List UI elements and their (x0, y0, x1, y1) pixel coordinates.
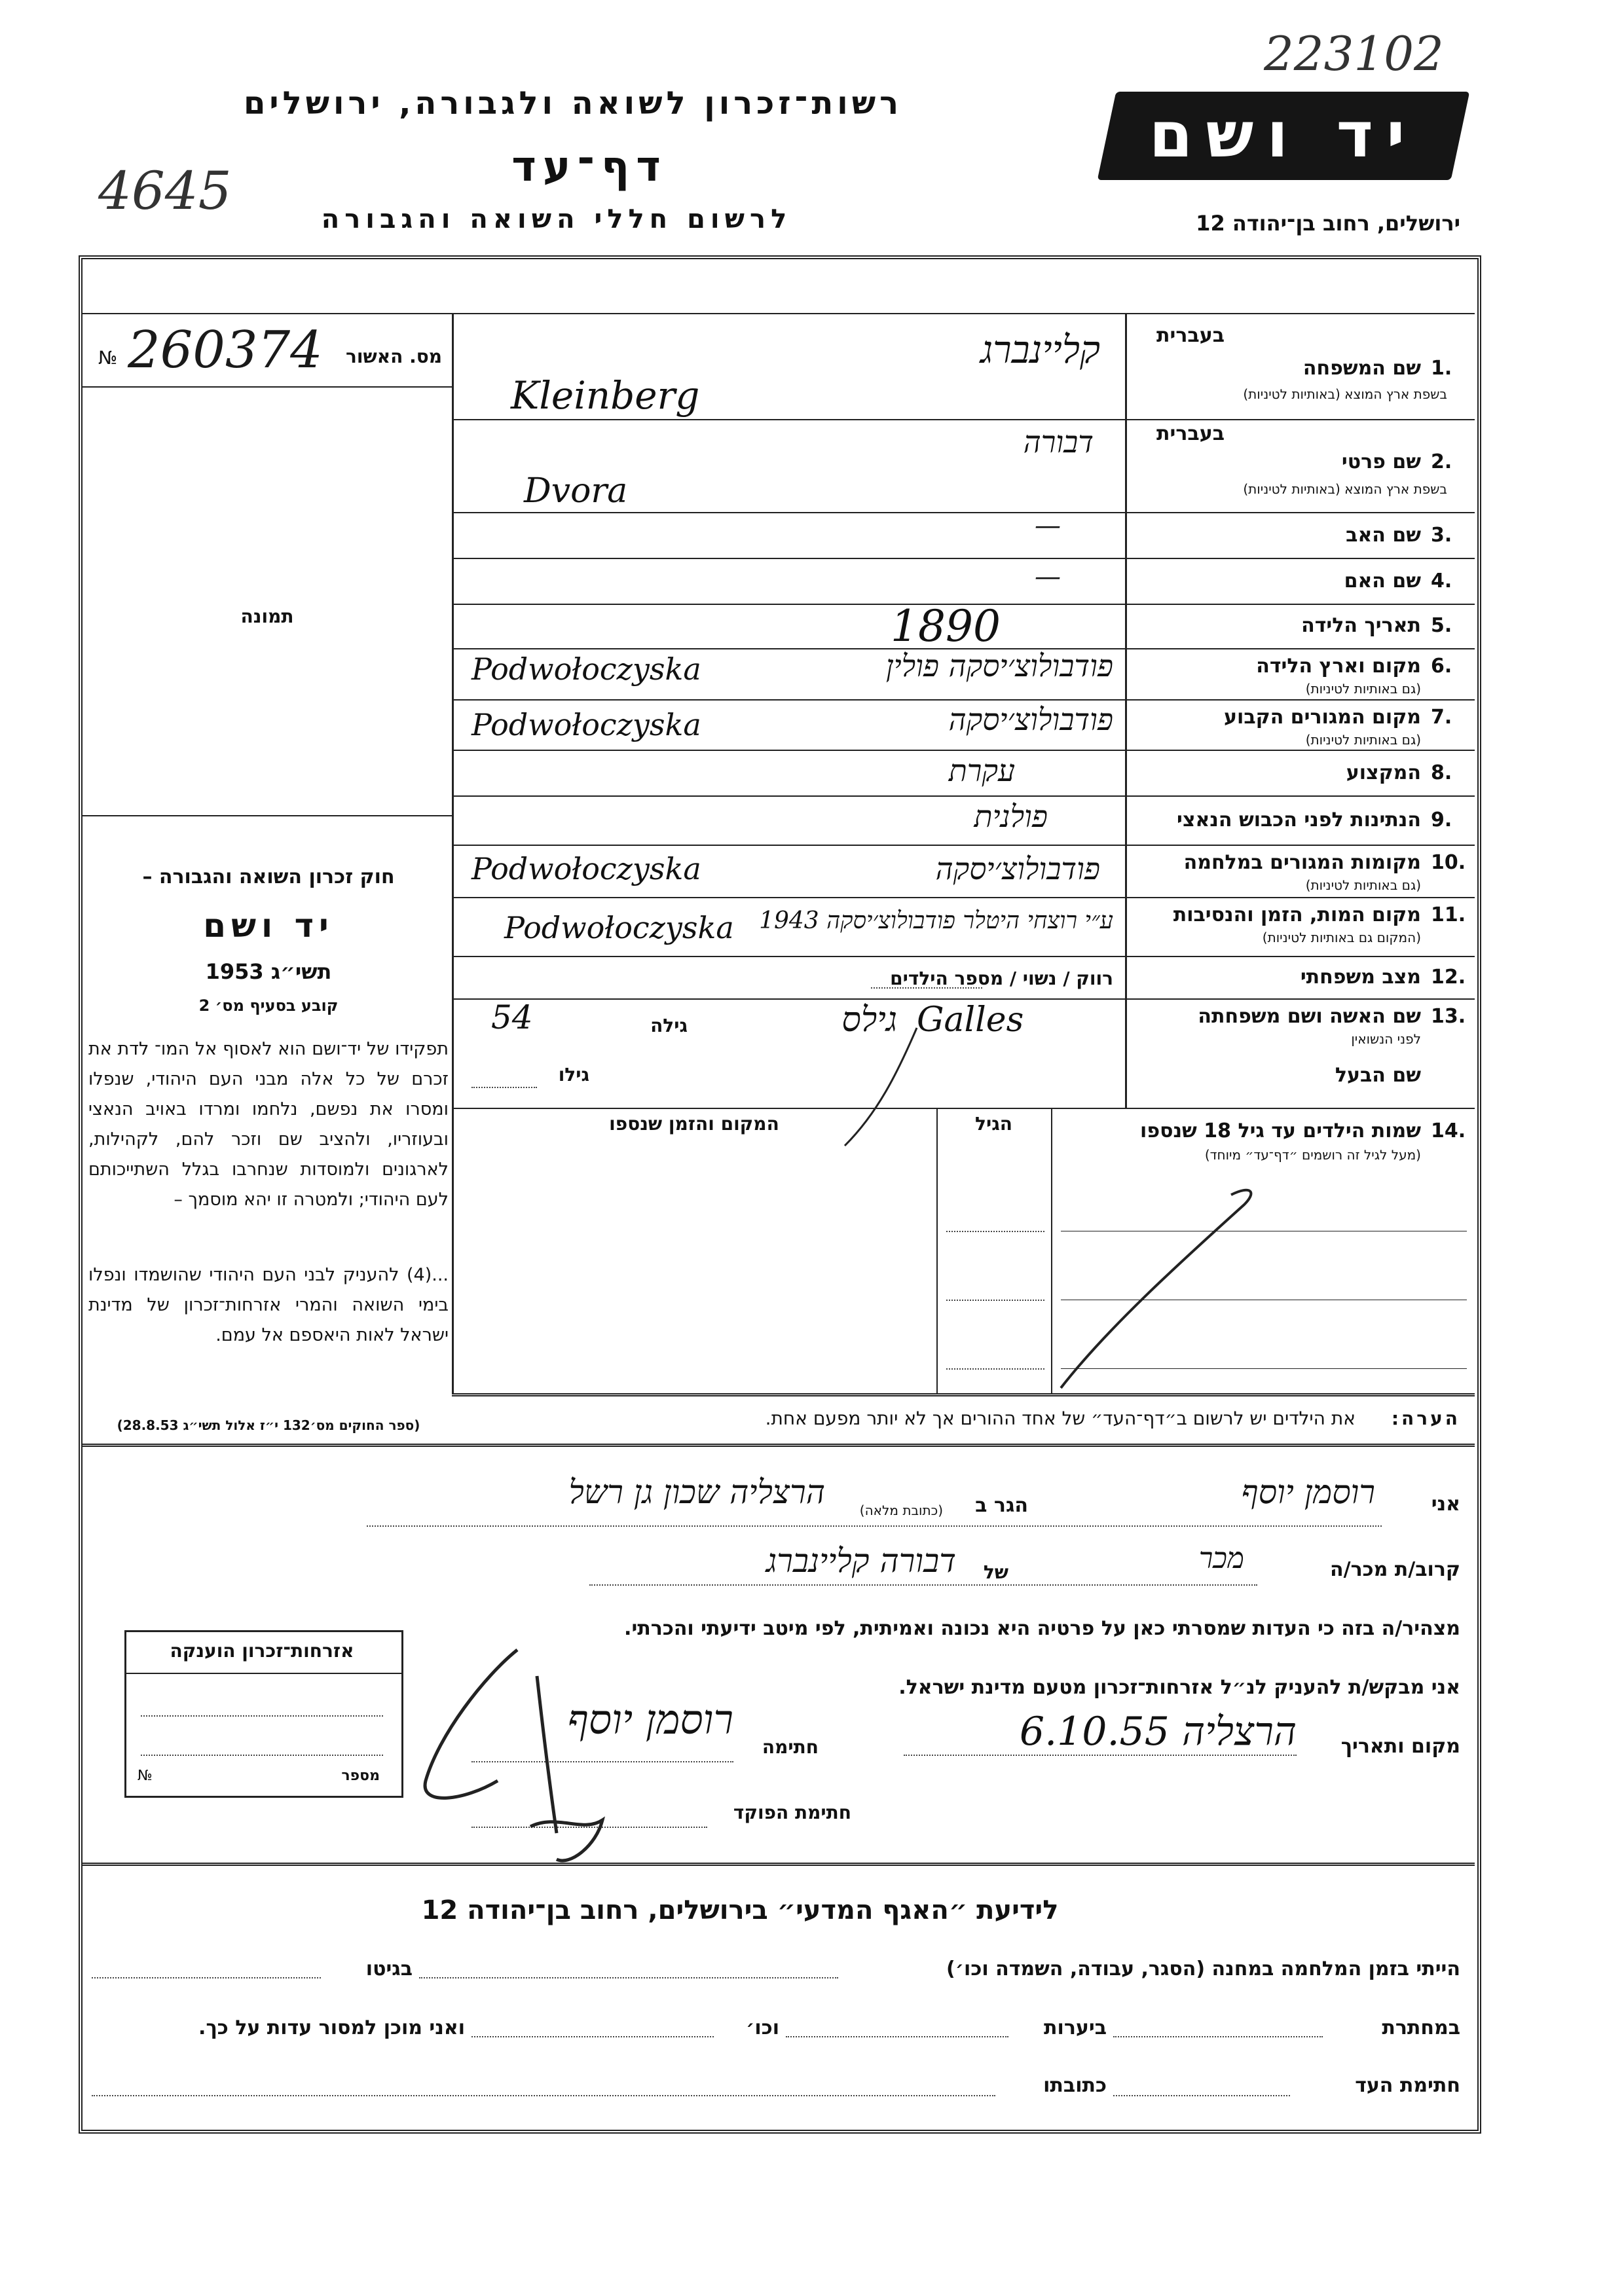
f5-number: 5. (1431, 614, 1452, 637)
f10-label: מקומות המגורים במלחמה (1183, 851, 1421, 874)
decl-relation-value: מכר (1198, 1542, 1244, 1575)
f2-label: שם פרטי (1341, 450, 1421, 473)
f10-number: 10. (1431, 851, 1466, 874)
form-title: דף־עד (511, 143, 667, 191)
approval-number: 260374 (128, 321, 323, 380)
f10-latin-value: Podwołoczyska (471, 851, 701, 886)
decl-i-value: רוסמן יוסף (1241, 1473, 1375, 1511)
decl-place-date-label: מקום ותאריך (1340, 1735, 1460, 1758)
f7-number: 7. (1431, 706, 1452, 729)
f9-number: 9. (1431, 809, 1452, 831)
f11-latin-value: Podwołoczyska (504, 910, 734, 945)
law-year: תשי״ג 1953 (205, 959, 332, 984)
f11-value: ע״י רוצחי היטלר פודבולוצ׳יסקה 1943 (759, 907, 1113, 934)
f11-number: 11. (1431, 903, 1466, 926)
citizenship-number-label: מספר (341, 1768, 380, 1784)
law-name: יד ושם (203, 907, 334, 945)
decl-resides-label: הגר ב (975, 1494, 1028, 1517)
f14-col-place: המקום והזמן שנספו (609, 1113, 779, 1135)
f13-label: שם האשה ושם משפחתה (1198, 1005, 1421, 1028)
f1-hebrew-header: בעברית (1156, 324, 1225, 347)
footer-line2-d: ואני מוכן למסור עדות על כך. (198, 2016, 465, 2039)
f9-label: הנתינות לפני הכבוש הנאצי (1177, 809, 1421, 831)
photo-label: תמונה (240, 606, 294, 627)
f13-age-label: גילה (650, 1015, 688, 1036)
f11-label: מקום המות, הזמן והנסיבות (1173, 903, 1421, 926)
decl-statement: מצהיר/ה בזה כי העדות שמסרתי כאן על פרטיה היא נכונה ואמיתית, לפי מיטב ידיעתי והכרתי. (624, 1617, 1460, 1640)
side-number: 4645 (98, 160, 232, 221)
f1-label: שם המשפחה (1302, 357, 1421, 380)
f12-number: 12. (1431, 966, 1466, 989)
decl-relation-label: קרוב/ת מכר/ה (1330, 1558, 1460, 1581)
f1-latin-value: Kleinberg (511, 373, 700, 418)
f8-label: המקצוע (1346, 761, 1421, 784)
f12-label: מצב משפחתי (1300, 966, 1421, 989)
law-text-1: תפקידו של יד־ושם הוא לאסוף אל המו־ לדת את זכרם של כל אלה מבני העם היהודי, שנפלו ומסרו את נפשם, נלחמו ומרדו באויב הנאצי ובעוזריו, ולהציב שם וזכר להם, לקהילות, לארגונים ולמוסדות שנחרבו בגלל השתייכותם לעם היהודי; ולמטרה זו יהא מוסמך – (88, 1039, 449, 1210)
note-label: הערה: (1391, 1408, 1460, 1429)
f13-latin-value: Galles (917, 1000, 1024, 1040)
f3-number: 3. (1431, 524, 1452, 547)
f11-sub: (המקום גם באותיות לטיניות) (1262, 930, 1421, 945)
note-text: את הילדים יש לרשום ב״דף־העד״ של אחד ההורים אך לא יותר מפעם אחת. (765, 1408, 1356, 1429)
citizenship-title: אזרחות־זכרון הוענקה (170, 1640, 354, 1662)
f2-number: 2. (1431, 450, 1452, 473)
decl-address-value: הרצליה שכון גן רשל (568, 1473, 825, 1511)
approval-no-mark: № (98, 347, 118, 369)
f6-value: פודבולוצ׳יסקה פולין (885, 648, 1113, 683)
f8-value: עקרת (948, 753, 1015, 788)
logo-text: יד ושם (1149, 98, 1418, 172)
authority-title: רשות־זכרון לשואה ולגבורה, ירושלים (243, 85, 903, 122)
f1-hebrew-value: קליינברג (980, 327, 1100, 372)
f6-label: מקום וארץ הלידה (1256, 655, 1421, 678)
address: ירושלים, רחוב בן־יהודה 12 (1196, 211, 1460, 236)
f13-stroke (819, 1021, 950, 1152)
law-text-2: ...(4) להעניק לבני העם היהודי שהושמדו ונפלו בימי השואה והמרי אזרחות־זכרון של מדינת ישראל לאות היאספם אל עמם. (88, 1265, 449, 1345)
f13-number: 13. (1431, 1005, 1466, 1028)
f4-value: — (1035, 562, 1061, 592)
f1-sub: בשפת ארץ המוצא (באותיות לטיניות) (1243, 386, 1447, 402)
f7-value: פודבולוצ׳יסקה (948, 702, 1113, 737)
f8-number: 8. (1431, 761, 1452, 784)
decl-address-hint: (כתובת מלאה) (859, 1503, 943, 1518)
f7-label: מקום המגורים הקבוע (1224, 706, 1421, 729)
f6-latin-value: Podwołoczyska (471, 651, 701, 687)
f10-value: פודבולוצ׳יסקה (935, 851, 1100, 886)
strike-mark (1048, 1165, 1297, 1401)
footer-line2-c: וכו׳ (746, 2016, 779, 2039)
decl-of-label: של (983, 1561, 1008, 1583)
footer-line2-b: ביערות (1044, 2016, 1107, 2039)
f14-label: שמות הילדים עד גיל 18 שנספו (1140, 1120, 1421, 1142)
signature-scribble (386, 1637, 753, 1872)
footer-line3-a: חתימת העד (1355, 2074, 1460, 2097)
decl-officer-label: חתימת הפוקד (733, 1802, 851, 1823)
footer-line1-a: הייתי בזמן המלחמה במחנה (הסגר, עבודה, השמדה וכו׳) (946, 1958, 1460, 1980)
decl-of-value: דבורה קליינברג (766, 1542, 956, 1580)
f14-sub: (מעל לגיל זה רושמים ״דף־עד״ מיוחד) (1204, 1147, 1421, 1163)
husband-label: שם הבעל (1335, 1064, 1421, 1087)
f4-number: 4. (1431, 570, 1452, 592)
f12-options: רווק / נשוי / מספר הילדים (890, 968, 1113, 989)
citizenship-no-mark: № (138, 1768, 153, 1784)
f13-sub: לפני הנשואין (1351, 1031, 1421, 1047)
archive-number: 223102 (1264, 26, 1444, 81)
decl-place-date-value: הרצליה 6.10.55 (1019, 1709, 1297, 1755)
f10-sub: (גם באותיות לטיניות) (1305, 877, 1421, 893)
f3-label: שם האב (1346, 524, 1421, 547)
f4-label: שם האם (1344, 570, 1421, 592)
f14-col-age: הגיל (975, 1113, 1012, 1135)
decl-signature-label: חתימה (762, 1736, 819, 1758)
law-reference: (ספר החוקים מס׳132 י״ז אלול תשי״ג 28.8.53) (117, 1417, 420, 1433)
f1-number: 1. (1431, 357, 1452, 380)
form-subtitle: לרשום חללי השואה והגבורה (321, 204, 792, 234)
f5-label: תאריך הלידה (1301, 614, 1421, 637)
footer-line3-b: כתובתו (1043, 2074, 1107, 2097)
f6-number: 6. (1431, 655, 1452, 678)
approval-label: מס. האשור (346, 346, 442, 367)
footer-title: לידיעת ״האגף המדעי״ בירושלים, רחוב בן־יהודה 12 (421, 1895, 1059, 1925)
f13-age: 54 (491, 998, 533, 1036)
footer-line2-a: במחתרת (1382, 2016, 1460, 2039)
f13-value: גילס (841, 1000, 897, 1040)
f2-sub: בשפת ארץ המוצא (באותיות לטיניות) (1243, 481, 1447, 497)
decl-signature-value: רוסמן יוסף (567, 1696, 733, 1743)
f2-hebrew-value: דבורה (1023, 424, 1094, 460)
f5-value: 1890 (891, 601, 1001, 651)
f14-number: 14. (1431, 1120, 1466, 1142)
f2-hebrew-header: בעברית (1156, 422, 1225, 445)
law-title: חוק זכרון השואה והגבורה – (142, 866, 395, 888)
f2-latin-value: Dvora (524, 471, 628, 511)
f7-sub: (גם באותיות לטיניות) (1305, 732, 1421, 748)
f7-latin-value: Podwołoczyska (471, 707, 701, 742)
law-clause: קובע בסעיף מס׳ 2 (198, 996, 339, 1015)
f6-sub: (גם באותיות לטיניות) (1305, 681, 1421, 697)
f3-value: — (1035, 511, 1061, 541)
f9-value: פולנית (974, 799, 1048, 834)
husband-age-label: גילו (558, 1064, 589, 1085)
decl-i-label: אני (1431, 1493, 1460, 1516)
footer-line1-b: בגיטו (365, 1958, 413, 1980)
decl-request: אני מבקש/ת להעניק לנ״ל אזרחות־זכרון מטעם מדינת ישראל. (898, 1676, 1460, 1699)
